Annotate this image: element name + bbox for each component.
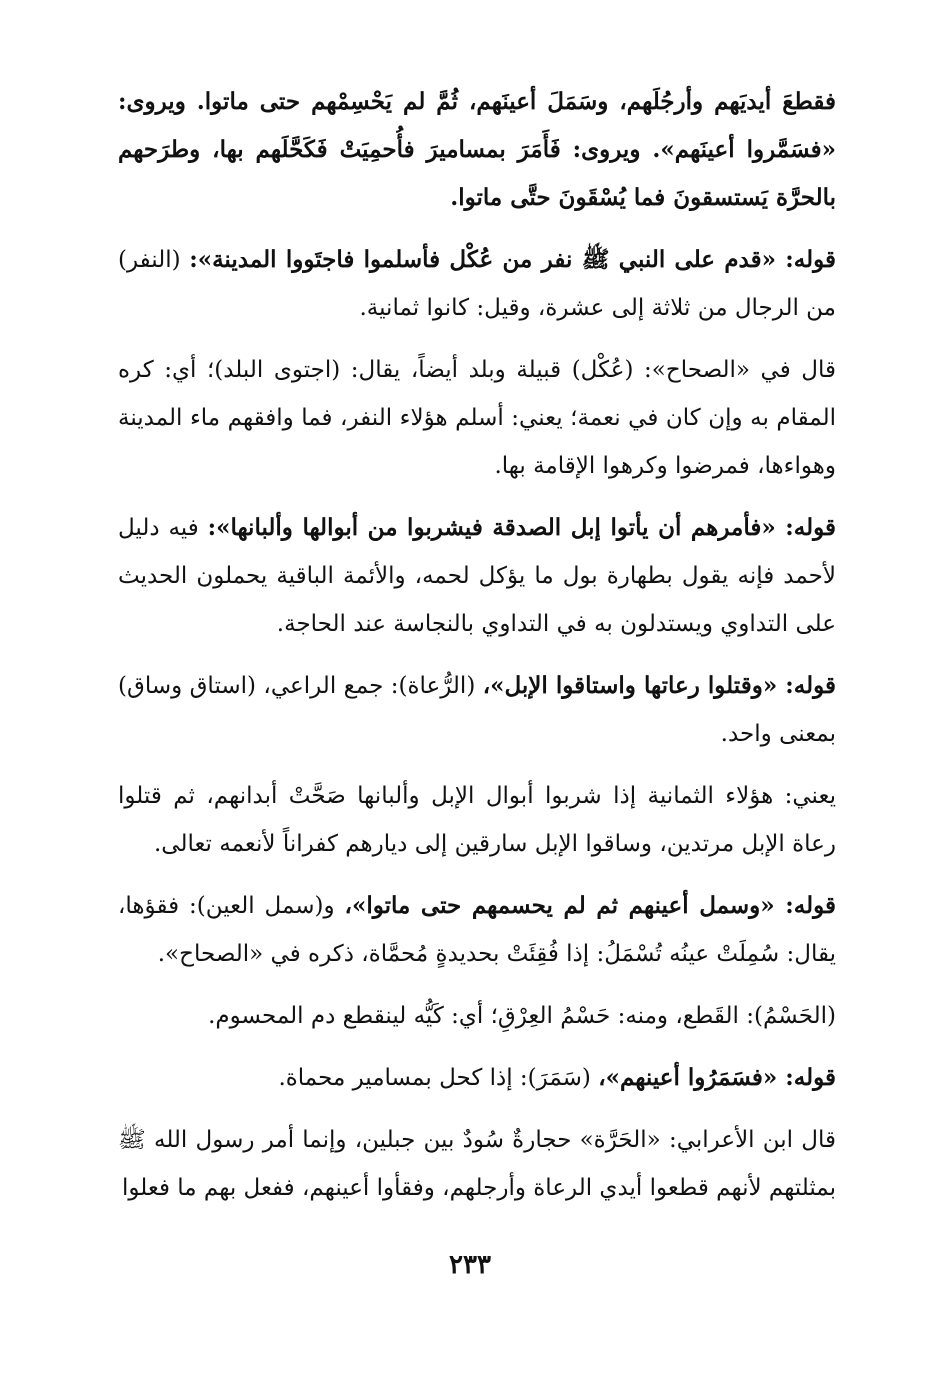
paragraph-1-bold-text: فقطعَ أيديَهم وأرجُلَهم، وسَمَلَ أعينَهم، ثُمَّ لم يَحْسِمْهم حتى ماتوا. ويروى: «فسَمَّروا أعينَهم». ويروى: فَأَمَرَ بمساميرَ فأُحمِيَتْ فَكَحَّلَهم بها، وطرَحهم بالحرَّة يَستسقونَ فما يُسْقَونَ حتَّى ماتوا. (118, 88, 836, 211)
paragraph-10-commentary: قال ابن الأعرابي: «الحَرَّة» حجارةٌ سُودٌ بين جبلين، وإنما أمر رسول الله ﷺ بمثلتهم لأنهم قطعوا أيدي الرعاة وأرجلهم، وفقأوا أعينهم، ففعل بهم ما فعلوا (118, 1127, 836, 1201)
paragraph-7-commentary: و(سمل العين): فقؤها، يقال: سُمِلَتْ عينُه تُسْمَلُ: إذا فُقِئَتْ بحديدةٍ مُحمَّاة، ذكره في «الصحاح». (118, 893, 836, 967)
paragraph-7 (118, 882, 836, 978)
paragraph-9 (118, 1054, 836, 1102)
paragraph-5-commentary: (الرُّعاة): جمع الراعي، (استاق وساق) بمعنى واحد. (118, 673, 836, 747)
paragraph-8-commentary: (الحَسْمُ): القَطع، ومنه: حَسْمُ العِرْقِ؛ أي: كَيُّه لينقطع دم المحسوم. (208, 1003, 836, 1029)
paragraph-4 (118, 504, 836, 648)
paragraph-6-commentary: يعني: هؤلاء الثمانية إذا شربوا أبوال الإبل وألبانها صَحَّتْ أبدانهم، ثم قتلوا رعاة الإبل مرتدين، وساقوا الإبل سارقين إلى ديارهم كفراناً لأنعمه تعالى. (118, 783, 836, 857)
paragraph-9-quote: قوله: «فسَمَرُوا أعينهم»، (598, 1064, 836, 1091)
paragraph-5 (118, 662, 836, 758)
paragraph-9-commentary: (سَمَرَ): إذا كحل بمسامير محماة. (278, 1065, 599, 1091)
paragraph-6 (118, 772, 836, 868)
paragraph-5-quote: قوله: «وقتلوا رعاتها واستاقوا الإبل»، (482, 672, 836, 699)
paragraph-4-quote: قوله: «فأمرهم أن يأتوا إبل الصدقة فيشربوا من أبوالها وألبانها»: (207, 514, 836, 541)
page-number: ٢٣٣ (449, 1250, 491, 1280)
page-body (118, 78, 836, 1226)
paragraph-3 (118, 346, 836, 490)
paragraph-10 (118, 1116, 836, 1212)
paragraph-4-commentary: فيه دليل لأحمد فإنه يقول بطهارة بول ما يؤكل لحمه، والأئمة الباقية يحملون الحديث على التداوي ويستدلون به في التداوي بالنجاسة عند الحاجة. (118, 515, 836, 637)
paragraph-1 (118, 78, 836, 222)
paragraph-2-quote: قوله: «قدم على النبي ﷺ نفر من عُكْل فأسلموا فاجتَووا المدينة»: (189, 246, 837, 273)
paragraph-3-commentary: قال في «الصحاح»: (عُكْل) قبيلة وبلد أيضاً، يقال: (اجتوى البلد)؛ أي: كره المقام به وإن كان في نعمة؛ يعني: أسلم هؤلاء النفر، فما وافقهم ماء المدينة وهواءها، فمرضوا وكرهوا الإقامة بها. (118, 357, 836, 479)
paragraph-2-commentary: (النفر) من الرجال من ثلاثة إلى عشرة، وقيل: كانوا ثمانية. (118, 247, 836, 321)
paragraph-8 (118, 992, 836, 1040)
paragraph-7-quote: قوله: «وسمل أعينهم ثم لم يحسمهم حتى ماتوا»، (344, 892, 836, 919)
paragraph-2 (118, 236, 836, 332)
